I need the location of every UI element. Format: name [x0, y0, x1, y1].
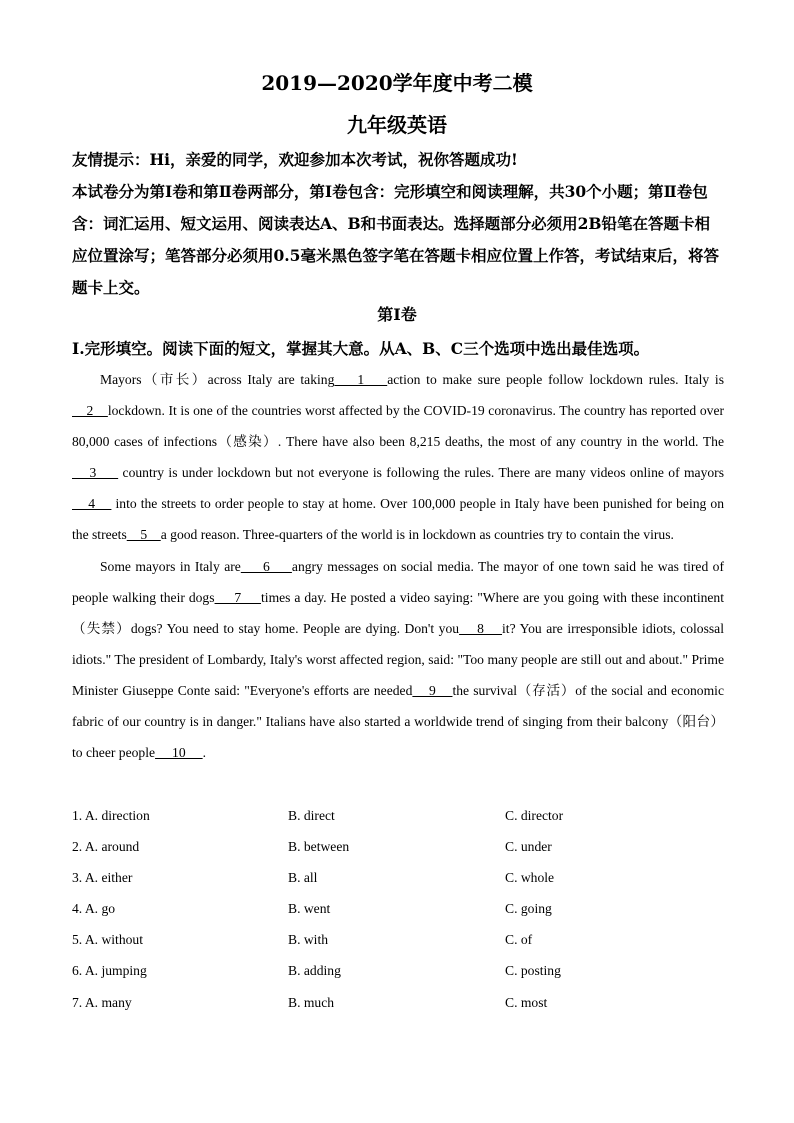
option-c: C. going — [505, 901, 552, 917]
option-b: B. with — [288, 932, 329, 948]
passage-text: lockdown. It is one of the countries worst affected by the COVID-19 coronavirus. The country has reported over 80,000 cases of infections（感染）. There have also been 8,215 deaths, the most of any country in the world. The — [72, 403, 724, 450]
blank-8: 8 — [459, 620, 503, 636]
option-row — [72, 987, 724, 1018]
passage-text: a good reason. Three-quarters of the world is in lockdown as countries try to contain the virus. — [160, 527, 674, 543]
exam-subtitle: 九年级英语 — [347, 113, 447, 137]
blank-7: 7 — [214, 589, 262, 605]
blank-3: 3 — [72, 465, 119, 481]
option-row — [72, 924, 724, 955]
blank-4: 4 — [72, 496, 112, 512]
option-a: 2. A. around — [72, 839, 140, 855]
exam-instructions: 本试卷分为第Ⅰ卷和第Ⅱ卷两部分，第Ⅰ卷包含：完形填空和阅读理解，共30个小题；第Ⅱ卷包含：词汇运用、短文运用、阅读表达A、B和书面表达。选择题部分必须用2B铅笔在答题卡相应位置涂写；笔答部分必须用0.5毫米黑色签字笔在答题卡相应位置上作答，考试结束后，将答题卡上交。 — [72, 182, 719, 297]
option-b: B. went — [288, 901, 331, 917]
passage-text: . — [202, 745, 207, 761]
passage-paragraph-2 — [72, 551, 724, 769]
passage-text: times a day. He posted a video saying: "Where are you going with these incontinent（失禁）dogs? You need to stay home. People are dying. Don't you — [72, 589, 725, 636]
option-row — [72, 831, 724, 862]
option-row — [72, 893, 724, 924]
option-b: B. between — [288, 839, 350, 855]
option-a: 4. A. go — [72, 901, 116, 917]
volume-heading: 第Ⅰ卷 — [377, 305, 417, 324]
passage-text: into the streets to order people to stay at home. Over 100,000 people in Italy have been punished for being on the streets — [72, 496, 724, 543]
passage-text: angry messages on social media. The mayor of one town said he was tired of people walking their dogs — [72, 558, 725, 605]
friendly-tip: 友情提示：Hi，亲爱的同学，欢迎参加本次考试，祝你答题成功! — [72, 150, 518, 169]
option-b: B. all — [288, 870, 318, 886]
section-heading: Ⅰ.完形填空。阅读下面的短文，掌握其大意。从A、B、C三个选项中选出最佳选项。 — [72, 339, 650, 358]
passage-text: it? You are irresponsible idiots, colossal idiots." The president of Lombardy, Italy's worst affected region, said: "Too many people are still out and about." Prime Minister Giuseppe Conte said: "Everyone's efforts are needed — [72, 620, 724, 698]
option-a: 3. A. either — [72, 870, 133, 886]
option-row — [72, 862, 724, 893]
passage-text: Mayors（市长）across Italy are taking — [100, 372, 335, 387]
blank-6: 6 — [240, 558, 292, 574]
option-c: C. of — [505, 932, 533, 948]
option-c: C. whole — [505, 870, 555, 886]
cloze-passage — [72, 364, 724, 768]
blank-10: 10 — [155, 745, 203, 761]
option-row — [72, 955, 724, 986]
blank-2: 2 — [72, 403, 108, 419]
blank-1: 1 — [334, 372, 388, 387]
option-a: 1. A. direction — [72, 808, 150, 823]
option-row — [72, 800, 724, 831]
blank-9: 9 — [412, 682, 453, 698]
option-c: C. under — [505, 839, 552, 855]
option-a: 5. A. without — [72, 932, 143, 948]
exam-title: 2019—2020学年度中考二模 — [261, 71, 533, 95]
option-b: B. adding — [288, 963, 341, 979]
option-a: 7. A. many — [72, 994, 132, 1010]
option-b: B. direct — [288, 808, 335, 823]
option-c: C. most — [505, 994, 548, 1010]
passage-paragraph-1 — [72, 364, 724, 551]
passage-text: action to make sure people follow lockdown rules. Italy is — [387, 372, 724, 387]
option-c: C. posting — [505, 963, 561, 979]
answer-options — [72, 800, 724, 1018]
passage-text: the survival（存活）of the social and economic fabric of our country is in danger." Italians have also started a worldwide trend of singing from their balcony（阳台）to cheer people — [72, 682, 724, 761]
option-c: C. director — [505, 808, 564, 823]
passage-text: Some mayors in Italy are — [100, 558, 241, 574]
passage-text: country is under lockdown but not everyone is following the rules. There are many videos online of mayors — [118, 465, 724, 481]
option-b: B. much — [288, 994, 335, 1010]
option-a: 6. A. jumping — [72, 963, 147, 979]
blank-5: 5 — [126, 527, 161, 543]
